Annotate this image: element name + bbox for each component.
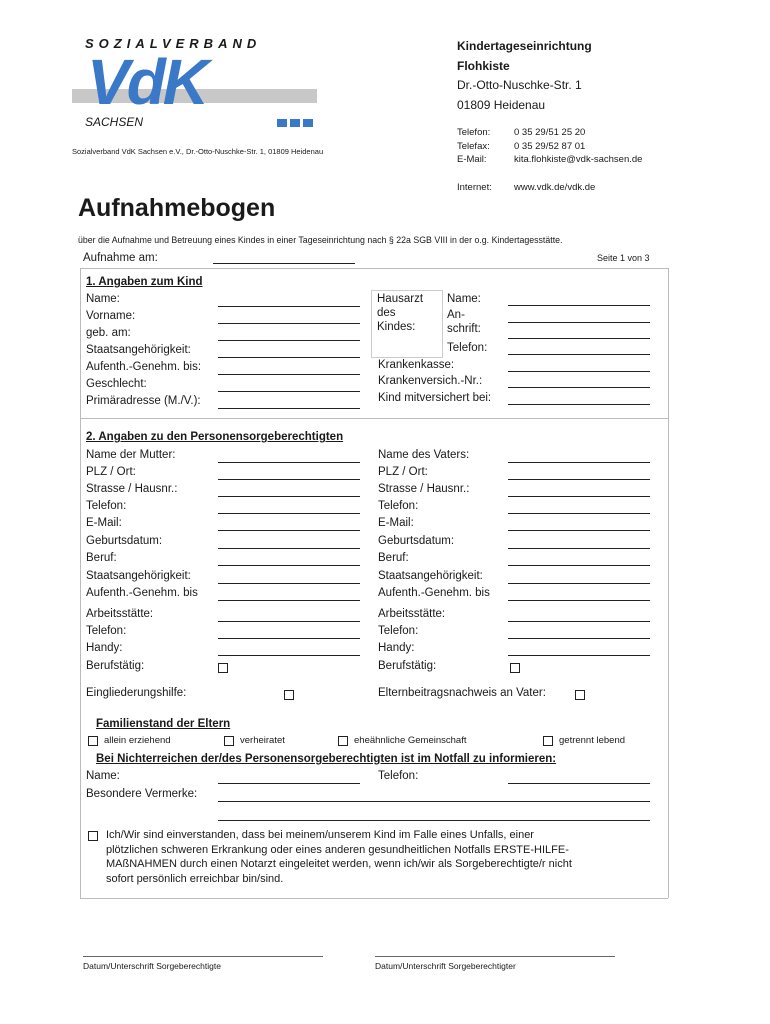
mother-row-12-checkbox[interactable] bbox=[218, 663, 228, 673]
child-row-2-field[interactable] bbox=[218, 340, 360, 341]
mother-row-8-label: Aufenth.-Genehm. bis bbox=[86, 587, 198, 599]
mother-row-1-field[interactable] bbox=[218, 479, 360, 480]
mother-row-8-field[interactable] bbox=[218, 600, 360, 601]
notfall-name-label: Name: bbox=[86, 770, 120, 782]
facility-name: Flohkiste bbox=[457, 58, 510, 73]
consent-checkbox[interactable] bbox=[88, 831, 98, 841]
notfall-telefon-field[interactable] bbox=[508, 783, 650, 784]
doctor-phone-label: Telefon: bbox=[447, 342, 488, 354]
option-allein-label: allein erziehend bbox=[104, 735, 171, 746]
facility-street: Dr.-Otto-Nuschke-Str. 1 bbox=[457, 78, 582, 92]
signature-father-field[interactable] bbox=[375, 956, 615, 957]
sender-address: Sozialverband VdK Sachsen e.V., Dr.-Otto-Nuschke-Str. 1, 01809 Heidenau bbox=[72, 147, 324, 156]
mother-row-4-field[interactable] bbox=[218, 530, 360, 531]
consent-text bbox=[106, 828, 572, 886]
mother-row-6-field[interactable] bbox=[218, 565, 360, 566]
logo-bars-icon bbox=[277, 119, 315, 127]
familienstand-heading: Familienstand der Eltern bbox=[96, 718, 231, 730]
father-row-9-label: Arbeitsstätte: bbox=[378, 608, 446, 620]
insurance-label: Krankenkasse: bbox=[378, 359, 455, 371]
fax-value: 0 35 29/52 87 01 bbox=[514, 140, 586, 152]
mother-row-0-label: Name der Mutter: bbox=[86, 449, 176, 461]
fax-label: Telefax: bbox=[457, 140, 490, 152]
option-verheiratet-checkbox[interactable] bbox=[224, 736, 234, 746]
page-number: Seite 1 von 3 bbox=[597, 253, 650, 263]
mother-row-5-field[interactable] bbox=[218, 548, 360, 549]
father-row-0-label: Name des Vaters: bbox=[378, 449, 470, 461]
logo-text: VdK bbox=[87, 46, 206, 118]
doctor-name-field[interactable] bbox=[508, 305, 650, 306]
doctor-address-label-2: schrift: bbox=[447, 323, 481, 335]
coinsured-field[interactable] bbox=[508, 404, 650, 405]
option-getrennt-checkbox[interactable] bbox=[543, 736, 553, 746]
father-row-11-field[interactable] bbox=[508, 655, 650, 656]
father-row-5-field[interactable] bbox=[508, 548, 650, 549]
option-ehe-checkbox[interactable] bbox=[338, 736, 348, 746]
father-row-11-label: Handy: bbox=[378, 642, 415, 654]
mother-row-2-label: Strasse / Hausnr.: bbox=[86, 483, 178, 495]
vermerke-field-2[interactable] bbox=[218, 820, 650, 821]
father-row-4-field[interactable] bbox=[508, 530, 650, 531]
doctor-name-label: Name: bbox=[447, 293, 481, 305]
doctor-address-label-1: An- bbox=[447, 309, 465, 321]
phone-label: Telefon: bbox=[457, 127, 491, 138]
section2-heading: 2. Angaben zu den Personensorgeberechtigten bbox=[86, 431, 344, 443]
frame-bottom bbox=[80, 898, 668, 899]
mother-row-5-label: Geburtsdatum: bbox=[86, 535, 163, 547]
option-verheiratet-label: verheiratet bbox=[240, 735, 285, 746]
doctor-box-line3: Kindes: bbox=[377, 321, 416, 333]
phone-value: 0 35 29/51 25 20 bbox=[514, 127, 586, 138]
child-row-6-field[interactable] bbox=[218, 408, 360, 409]
child-row-3-label: Staatsangehörigkeit: bbox=[86, 344, 191, 356]
elternbeitrag-checkbox[interactable] bbox=[575, 690, 585, 700]
vermerke-field-1[interactable] bbox=[218, 801, 650, 802]
doctor-address-field-2[interactable] bbox=[508, 338, 650, 339]
child-row-6-label: Primäradresse (M./V.): bbox=[86, 395, 201, 407]
mother-row-11-field[interactable] bbox=[218, 655, 360, 656]
mother-row-0-field[interactable] bbox=[218, 462, 360, 463]
father-row-4-label: E-Mail: bbox=[378, 517, 414, 529]
child-row-0-label: Name: bbox=[86, 293, 120, 305]
mother-row-3-label: Telefon: bbox=[86, 500, 127, 512]
subtitle: über die Aufnahme und Betreuung eines Kindes in einer Tageseinrichtung nach § 22a SGB VIII in der o.g. Kindertagesstätte. bbox=[78, 235, 563, 245]
father-row-5-label: Geburtsdatum: bbox=[378, 535, 455, 547]
father-row-8-label: Aufenth.-Genehm. bis bbox=[378, 587, 490, 599]
page-title: Aufnahmebogen bbox=[78, 194, 276, 222]
aufnahme-field[interactable] bbox=[213, 263, 355, 264]
section1-heading: 1. Angaben zum Kind bbox=[86, 276, 203, 288]
org-sub-text: SACHSEN bbox=[85, 115, 144, 129]
notfall-heading: Bei Nichterreichen der/des Personensorgeberechtigten ist im Notfall zu informieren: bbox=[96, 753, 557, 765]
mother-row-2-field[interactable] bbox=[218, 496, 360, 497]
father-row-12-checkbox[interactable] bbox=[510, 663, 520, 673]
doctor-phone-field[interactable] bbox=[508, 354, 650, 355]
notfall-telefon-label: Telefon: bbox=[378, 770, 419, 782]
father-row-1-field[interactable] bbox=[508, 479, 650, 480]
father-row-0-field[interactable] bbox=[508, 462, 650, 463]
father-row-3-label: Telefon: bbox=[378, 500, 419, 512]
mother-row-11-label: Handy: bbox=[86, 642, 123, 654]
mother-row-10-label: Telefon: bbox=[86, 625, 127, 637]
frame-right bbox=[668, 268, 669, 898]
mother-row-9-label: Arbeitsstätte: bbox=[86, 608, 154, 620]
contact-block bbox=[457, 126, 642, 167]
email-value: kita.flohkiste@vdk-sachsen.de bbox=[514, 154, 643, 165]
child-row-0-field[interactable] bbox=[218, 306, 360, 307]
email-label: E-Mail: bbox=[457, 154, 487, 165]
mother-row-1-label: PLZ / Ort: bbox=[86, 466, 136, 478]
consent-line-4: sofort persönlich erreichbar bin/sind. bbox=[106, 872, 284, 885]
father-row-6-label: Beruf: bbox=[378, 552, 409, 564]
elternbeitrag-label: Elternbeitragsnachweis an Vater: bbox=[378, 687, 546, 699]
father-row-12-label: Berufstätig: bbox=[378, 660, 437, 672]
internet-label: Internet: bbox=[457, 182, 492, 193]
frame-left bbox=[80, 268, 81, 898]
doctor-box-line2: des bbox=[377, 307, 396, 319]
facility-city: 01809 Heidenau bbox=[457, 97, 546, 112]
mother-row-6-label: Beruf: bbox=[86, 552, 117, 564]
vermerke-label: Besondere Vermerke: bbox=[86, 788, 198, 800]
father-row-2-field[interactable] bbox=[508, 496, 650, 497]
doctor-address-field-1[interactable] bbox=[508, 322, 650, 323]
eingliederung-checkbox[interactable] bbox=[284, 690, 294, 700]
signature-father-label: Datum/Unterschrift Sorgeberechtigter bbox=[375, 961, 516, 971]
father-row-3-field[interactable] bbox=[508, 513, 650, 514]
notfall-name-field[interactable] bbox=[218, 783, 360, 784]
mother-row-3-field[interactable] bbox=[218, 513, 360, 514]
mother-row-10-field[interactable] bbox=[218, 638, 360, 639]
father-row-9-field[interactable] bbox=[508, 621, 650, 622]
father-row-7-field[interactable] bbox=[508, 583, 650, 584]
father-row-6-field[interactable] bbox=[508, 565, 650, 566]
mother-row-4-label: E-Mail: bbox=[86, 517, 122, 529]
father-row-1-label: PLZ / Ort: bbox=[378, 466, 428, 478]
insurance-number-label: Krankenversich.-Nr.: bbox=[378, 375, 483, 387]
mother-row-7-label: Staatsangehörigkeit: bbox=[86, 570, 191, 582]
signature-mother-field[interactable] bbox=[83, 956, 323, 957]
insurance-field[interactable] bbox=[508, 371, 650, 372]
internet-row bbox=[457, 182, 595, 193]
aufnahme-label: Aufnahme am: bbox=[83, 252, 158, 264]
child-row-1-label: Vorname: bbox=[86, 310, 136, 322]
child-row-5-field[interactable] bbox=[218, 391, 360, 392]
mother-row-9-field[interactable] bbox=[218, 621, 360, 622]
consent-line-3: MAßNAHMEN durch einen Notarzt eingeleitet werden, wenn ich/wir als Sorgeberechtigte/r nicht bbox=[106, 858, 572, 870]
facility-block bbox=[457, 37, 592, 115]
coinsured-label: Kind mitversichert bei: bbox=[378, 392, 492, 404]
facility-type: Kindertageseinrichtung bbox=[457, 39, 592, 53]
org-top-text: SOZIALVERBAND bbox=[85, 36, 262, 51]
father-row-2-label: Strasse / Hausnr.: bbox=[378, 483, 470, 495]
father-row-8-field[interactable] bbox=[508, 600, 650, 601]
option-getrennt-label: getrennt lebend bbox=[559, 735, 626, 746]
option-ehe-label: eheähnliche Gemeinschaft bbox=[354, 735, 467, 746]
internet-value: www.vdk.de/vdk.de bbox=[514, 182, 596, 193]
insurance-number-field[interactable] bbox=[508, 387, 650, 388]
child-row-3-field[interactable] bbox=[218, 357, 360, 358]
doctor-box-line1: Hausarzt bbox=[377, 293, 424, 305]
child-row-4-label: Aufenth.-Genehm. bis: bbox=[86, 361, 202, 373]
father-row-10-label: Telefon: bbox=[378, 625, 419, 637]
child-row-2-label: geb. am: bbox=[86, 327, 131, 339]
mother-row-7-field[interactable] bbox=[218, 583, 360, 584]
option-allein-checkbox[interactable] bbox=[88, 736, 98, 746]
mother-row-12-label: Berufstätig: bbox=[86, 660, 145, 672]
vdk-logo bbox=[72, 46, 317, 118]
father-row-7-label: Staatsangehörigkeit: bbox=[378, 570, 483, 582]
consent-line-2: plötzlichen schweren Erkrankung oder eines anderen gesundheitlichen Notfalls ERSTE-HILFE- bbox=[106, 843, 569, 856]
child-row-4-field[interactable] bbox=[218, 374, 360, 375]
section-divider bbox=[80, 418, 668, 419]
signature-mother-label: Datum/Unterschrift Sorgeberechtigte bbox=[83, 961, 221, 971]
frame-top bbox=[80, 268, 668, 269]
consent-line-1: Ich/Wir sind einverstanden, dass bei meinem/unserem Kind im Falle eines Unfalls, einer bbox=[106, 829, 534, 841]
child-row-5-label: Geschlecht: bbox=[86, 378, 147, 390]
eingliederung-label: Eingliederungshilfe: bbox=[86, 687, 187, 699]
father-row-10-field[interactable] bbox=[508, 638, 650, 639]
child-row-1-field[interactable] bbox=[218, 323, 360, 324]
